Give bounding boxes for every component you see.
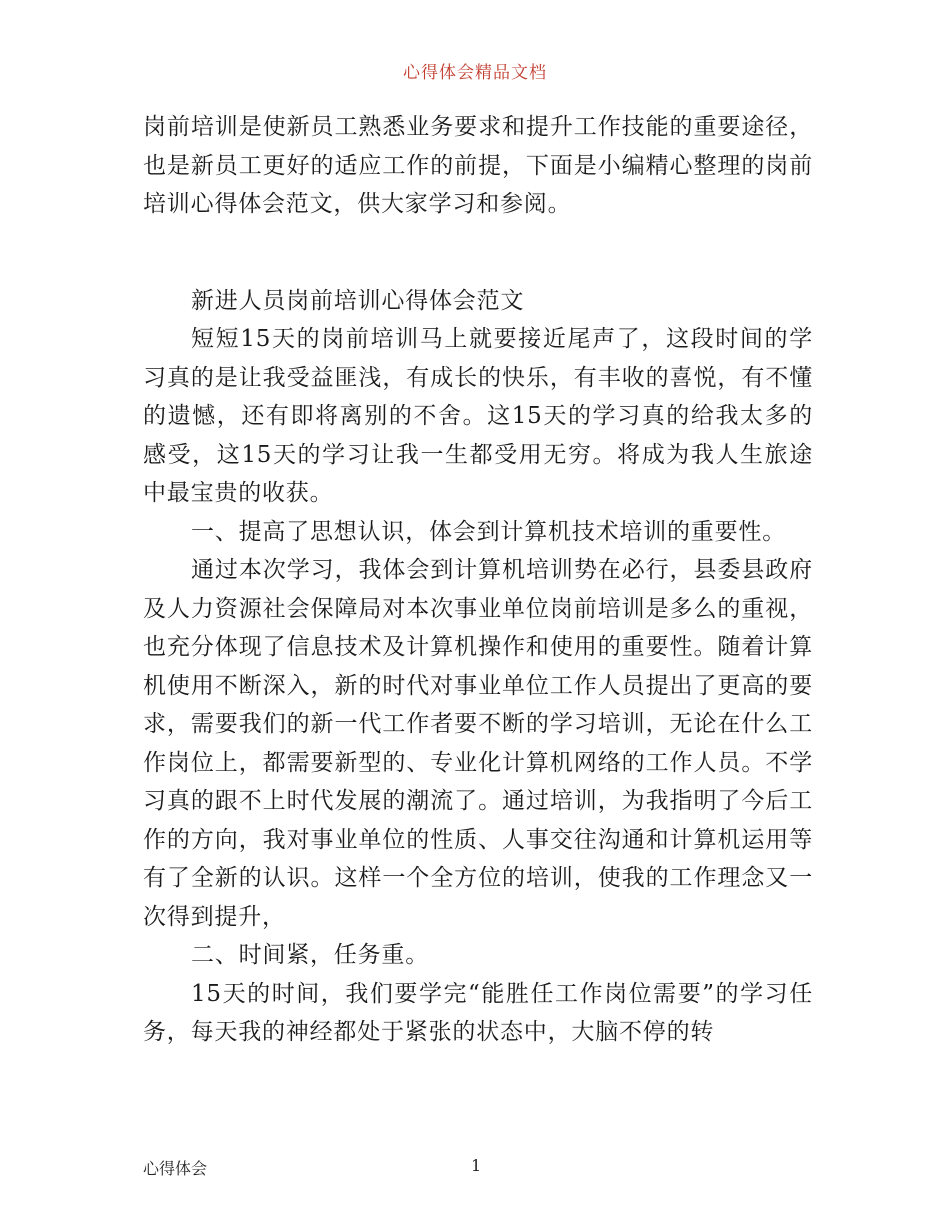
paragraph-1: 短短15天的岗前培训马上就要接近尾声了，这段时间的学习真的是让我受益匪浅，有成长的快乐，有丰收的喜悦，有不懂的遗憾，还有即将离别的不舍。这15天的学习真的给我太多的感受，这15天的学习让我一生都受用无穷。将成为我人生旅途中最宝贵的收获。 xyxy=(143,326,813,506)
heading-2: 二、时间紧，任务重。 xyxy=(191,942,429,968)
section-title: 新进人员岗前培训心得体会范文 xyxy=(191,287,525,314)
page-header-title: 心得体会精品文档 xyxy=(403,63,547,83)
page-number: 1 xyxy=(471,1156,482,1175)
document-body xyxy=(143,108,813,1052)
paragraph-3: 15天的时间，我们要学完“能胜任工作岗位需要”的学习任务，每天我的神经都处于紧张的状态中，大脑不停的转 xyxy=(143,980,813,1045)
page-footer-label: 心得体会 xyxy=(143,1159,208,1178)
paragraph-2: 通过本次学习，我体会到计算机培训势在必行，县委县政府及人力资源社会保障局对本次事业单位岗前培训是多么的重视，也充分体现了信息技术及计算机操作和使用的重要性。随着计算机使用不断深入，新的时代对事业单位工作人员提出了更高的要求，需要我们的新一代工作者要不断的学习培训，无论在什么工作岗位上，都需要新型的、专业化计算机网络的工作人员。不学习真的跟不上时代发展的潮流了。通过培训，为我指明了今后工作的方向，我对事业单位的性质、人事交往沟通和计算机运用等有了全新的认识。这样一个全方位的培训，使我的工作理念又一次得到提升， xyxy=(143,557,813,930)
heading-1: 一、提高了思想认识，体会到计算机技术培训的重要性。 xyxy=(191,518,786,545)
intro-paragraph: 岗前培训是使新员工熟悉业务要求和提升工作技能的重要途径，也是新员工更好的适应工作的前提，下面是小编精心整理的岗前培训心得体会范文，供大家学习和参阅。 xyxy=(143,114,813,217)
